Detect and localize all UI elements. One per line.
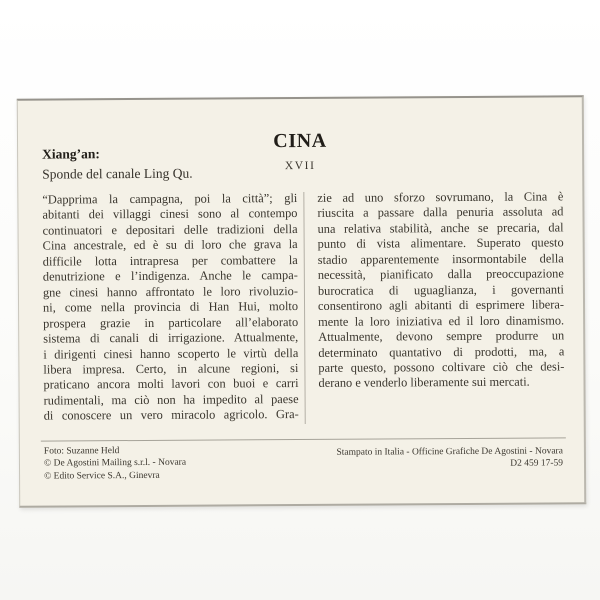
body-line: praticano ancora molti lavori con buoi e carri xyxy=(43,376,299,393)
body-line: determinato quantativo di prodotti, ma, a xyxy=(318,343,565,360)
body-line: prospera grazie in particolare all’elaborato xyxy=(43,314,299,331)
body-line: rudimentali, ma ciò non ha impedito al paese xyxy=(43,391,299,408)
body-line: di conoscere un vero miracolo agricolo. Gra- xyxy=(43,407,299,423)
body-column-right xyxy=(317,189,564,391)
body-line: derano e venderlo liberamente sui mercati. xyxy=(318,375,530,391)
body-line: sistema di canali di irrigazione. Attualmente, xyxy=(43,330,299,346)
copyright-line: © De Agostini Mailing s.r.l. - Novara xyxy=(43,458,187,469)
body-line: zie ad uno sforzo sovrumano, la Cina è xyxy=(317,189,564,205)
card-title: CINA xyxy=(273,129,327,153)
body-line: una relativa stabilità, anche se precaria, dal xyxy=(317,220,564,236)
copyright-line: © Edito Service S.A., Ginevra xyxy=(44,470,160,482)
body-line: libera impresa. Certo, in alcune regioni, si xyxy=(43,361,299,377)
body-line: stadio apparentemente insormontabile della xyxy=(317,251,564,267)
body-line: denutrizione e l’indigenza. Anche le campa- xyxy=(42,268,298,284)
body-line: continuatori e depositari delle tradizioni della xyxy=(42,221,298,238)
footer-divider xyxy=(41,437,566,441)
body-line: “Dapprima la campagna, poi la città”; gli xyxy=(42,191,298,207)
postcard xyxy=(17,95,586,507)
credits-block xyxy=(44,445,186,483)
body-line: abitanti dei villaggi cinesi sono al contempo xyxy=(42,206,298,223)
body-line: ni, come nella provincia di Han Hui, molto xyxy=(42,299,299,315)
series-numeral: XVII xyxy=(284,159,316,173)
imprint-line: Stampato in Italia - Officine Grafiche De Agostini - Novara xyxy=(336,446,563,458)
body-column-left xyxy=(42,191,298,424)
body-line: burocratica di uguaglianza, i governanti xyxy=(317,282,564,298)
photo-credit: Foto: Suzanne Held xyxy=(43,446,120,457)
body-line: mente la loro iniziativa ed il loro dinamismo. xyxy=(318,313,565,329)
body-line: necessità, pianificato dalla preoccupazione xyxy=(317,266,564,283)
body-line: riuscita a passare dalla penuria assoluta ad xyxy=(317,204,564,221)
column-divider xyxy=(303,192,305,424)
body-line: gne cinesi hanno affrontato le loro rivoluzio- xyxy=(42,283,298,300)
body-line: i dirigenti cinesi hanno scoperto le virtù della xyxy=(43,345,299,362)
body-line: Attualmente, devono sempre produrre un xyxy=(318,328,565,344)
location-label: Xiang’an: xyxy=(42,146,100,162)
body-line: consentirono agli abitanti di esprimere libera- xyxy=(317,297,565,314)
imprint-block xyxy=(336,445,563,471)
location-caption: Sponde del canale Ling Qu. xyxy=(42,165,193,182)
body-line: punto di vista alimentare. Superato questo xyxy=(317,235,564,252)
imprint-code: D2 459 17-59 xyxy=(510,458,564,470)
body-line: parte questo, possono coltivare ciò che desi- xyxy=(318,359,565,375)
body-line: difficile lotta intrapresa per combattere la xyxy=(42,252,298,269)
body-line: Cina ancestrale, ed è su di loro che grava la xyxy=(42,237,298,253)
